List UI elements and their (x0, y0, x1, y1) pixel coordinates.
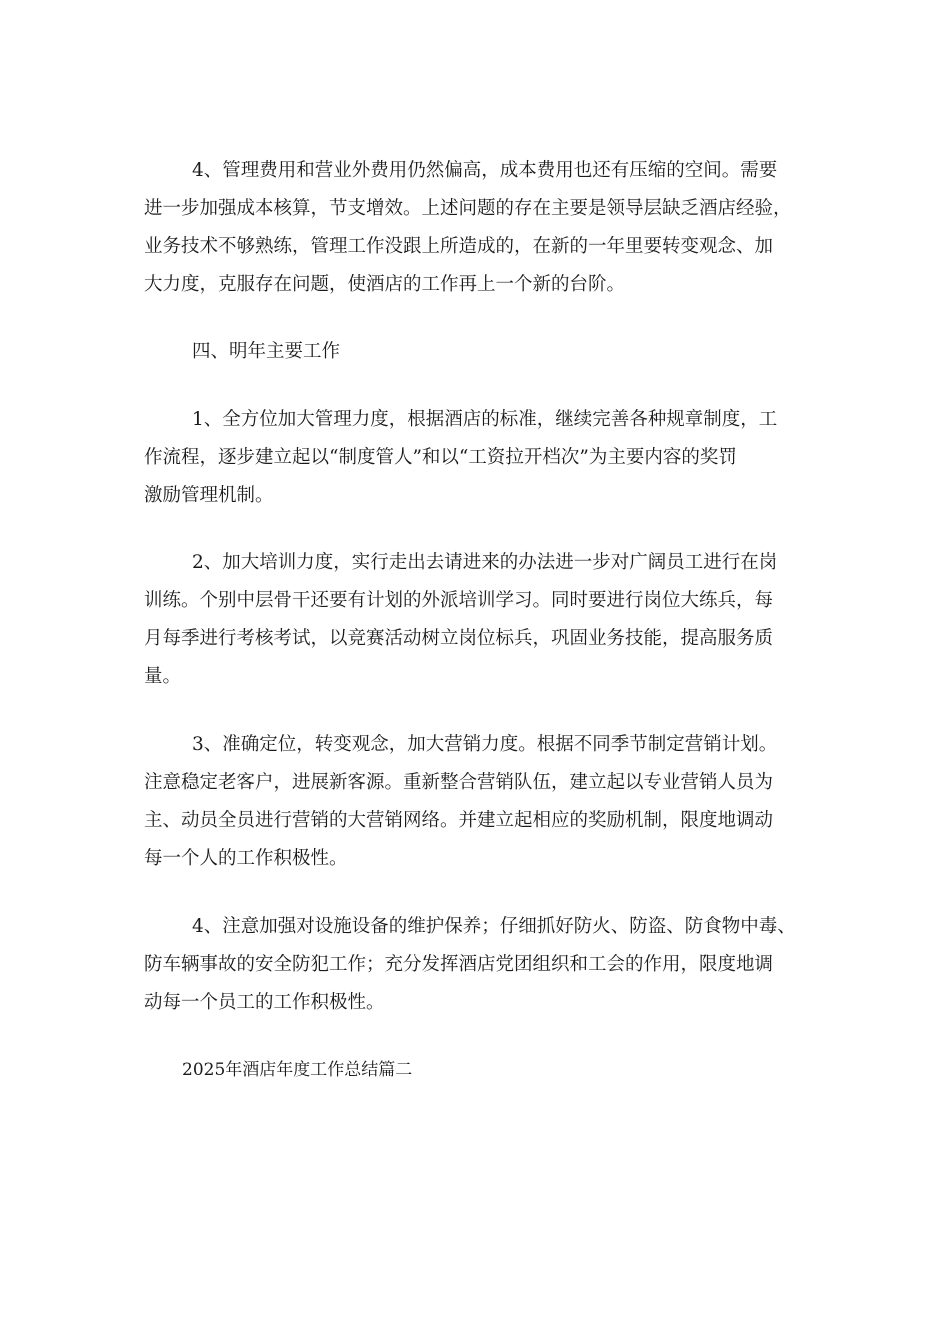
text-line: 每一个人的工作积极性。 (144, 848, 348, 869)
text-line: 动每一个员工的工作积极性。 (144, 992, 385, 1013)
text-line: 业务技术不够熟练，管理工作没跟上所造成的，在新的一年里要转变观念、加 (144, 236, 774, 257)
text-line: 4、管理费用和营业外费用仍然偏高，成本费用也还有压缩的空间。需要 (192, 160, 778, 181)
text-line: 3、准确定位，转变观念，加大营销力度。根据不同季节制定营销计划。 (192, 734, 778, 755)
text-line: 2、加大培训力度，实行走出去请进来的办法进一步对广阔员工进行在岗 (192, 552, 778, 573)
text-line: 训练。个别中层骨干还要有计划的外派培训学习。同时要进行岗位大练兵，每 (144, 590, 774, 611)
text-line: 大力度，克服存在问题，使酒店的工作再上一个新的台阶。 (144, 274, 626, 295)
document-subtitle: 2025年酒店年度工作总结篇二 (182, 1060, 413, 1080)
text-line: 防车辆事故的安全防犯工作；充分发挥酒店党团组织和工会的作用，限度地调 (144, 954, 774, 975)
section-heading: 四、明年主要工作 (192, 341, 341, 362)
text-line: 注意稳定老客户，进展新客源。重新整合营销队伍，建立起以专业营销人员为 (144, 772, 774, 793)
text-line: 激励管理机制。 (144, 485, 274, 506)
text-line: 4、注意加强对设施设备的维护保养；仔细抓好防火、防盗、防食物中毒、 (192, 916, 796, 937)
text-line: 进一步加强成本核算，节支增效。上述问题的存在主要是领导层缺乏酒店经验， (144, 198, 792, 219)
text-line: 1、全方位加大管理力度，根据酒店的标准，继续完善各种规章制度，工 (192, 409, 778, 430)
text-line: 作流程，逐步建立起以“制度管人”和以“工资拉开档次”为主要内容的奖罚 (144, 447, 737, 468)
text-line: 月每季进行考核考试，以竞赛活动树立岗位标兵，巩固业务技能，提高服务质 (144, 628, 774, 649)
text-line: 量。 (144, 666, 182, 687)
text-line: 主、动员全员进行营销的大营销网络。并建立起相应的奖励机制，限度地调动 (144, 810, 774, 831)
